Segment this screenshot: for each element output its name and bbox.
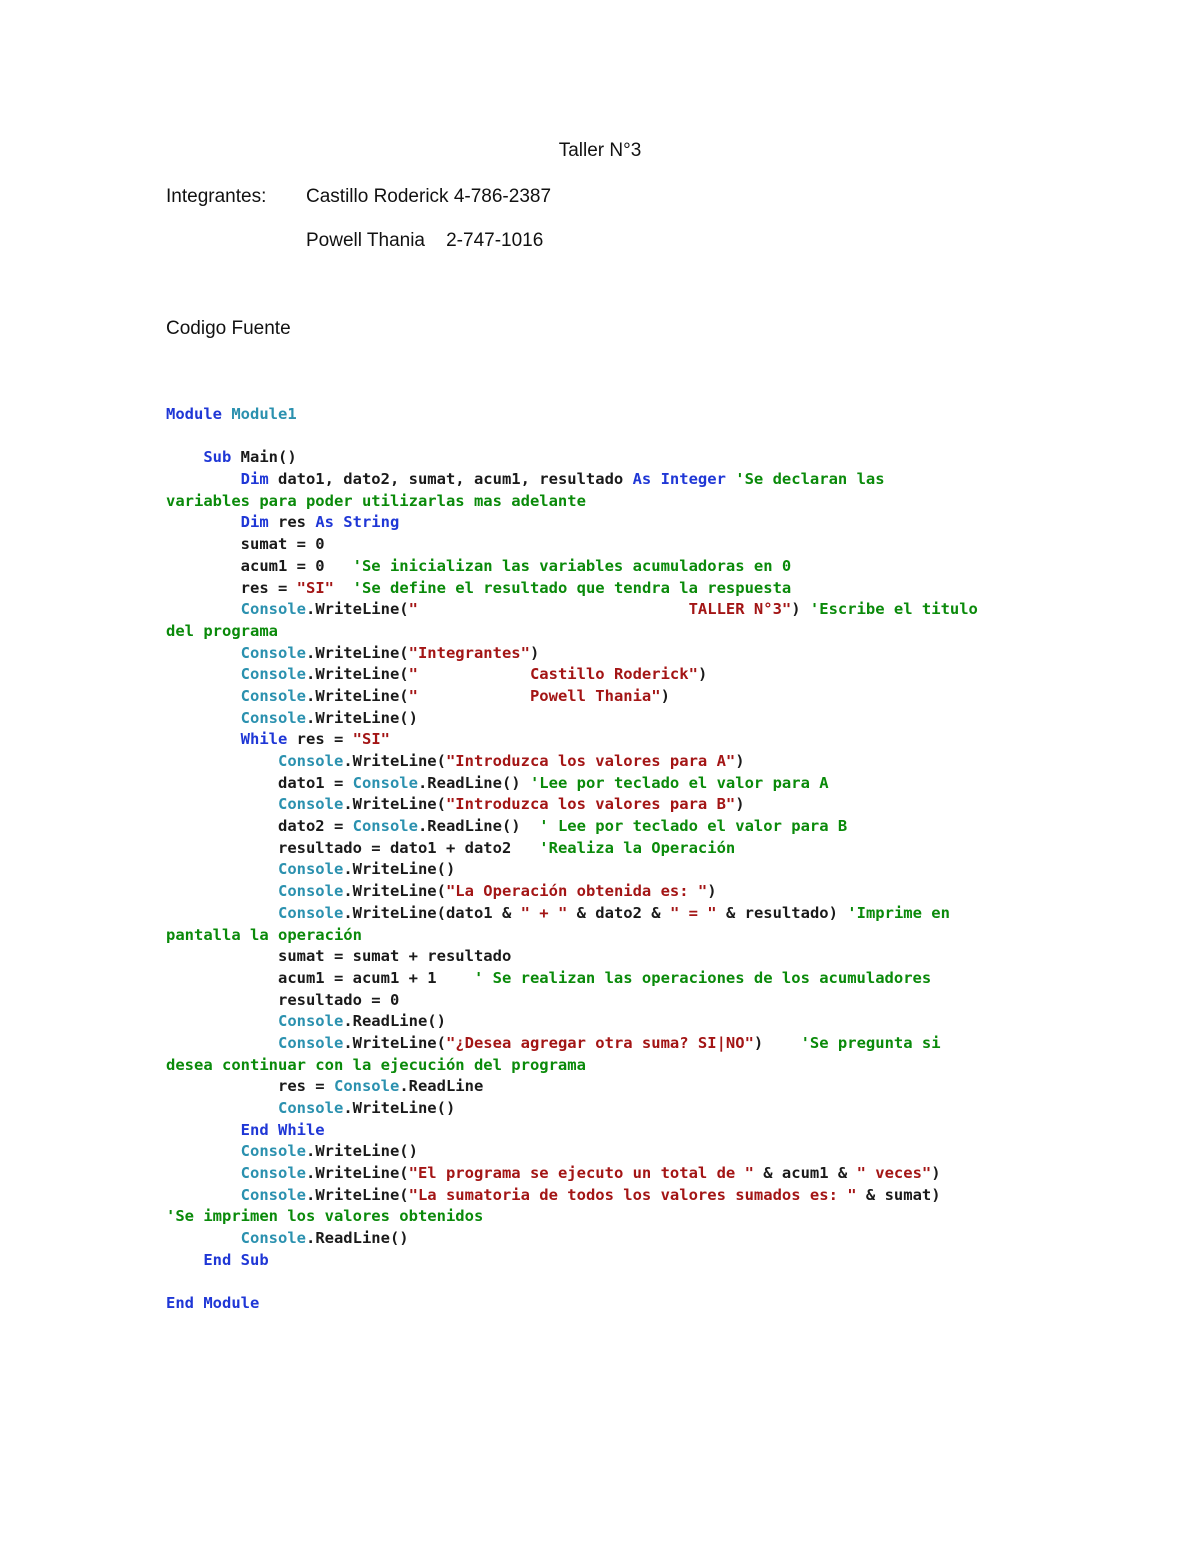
code-token-tx	[166, 1034, 278, 1052]
code-token-tx: Main()	[240, 448, 297, 467]
member-name: Castillo Roderick 4-786-2387	[306, 186, 552, 207]
code-token-tx	[166, 1186, 241, 1204]
section-heading: Codigo Fuente	[166, 318, 291, 339]
code-token-tx	[166, 1164, 241, 1182]
code-token-st: "¿Desea agregar otra suma? SI|NO"	[445, 1033, 754, 1052]
code-token-tx	[166, 600, 241, 618]
code-line	[166, 621, 1046, 643]
code-line	[166, 556, 1046, 578]
code-token-tx: sumat = sumat + resultado	[166, 947, 512, 966]
code-token-tx: .WriteLine(	[343, 1033, 446, 1052]
code-line	[166, 1141, 1046, 1163]
code-token-tx: .WriteLine(	[343, 752, 446, 770]
code-token-tx: dato1 =	[166, 773, 353, 792]
code-line	[166, 1163, 1046, 1185]
code-token-tx: sumat = 0	[166, 535, 325, 554]
code-token-tx: )	[529, 643, 540, 662]
code-line	[166, 1293, 1046, 1315]
code-line	[166, 925, 1046, 947]
code-token-ty: Console	[240, 708, 306, 727]
code-token-ty: Console	[240, 643, 306, 662]
code-token-ty: Module1	[231, 405, 297, 423]
code-line	[166, 881, 1046, 903]
code-token-kw: End Module	[166, 1294, 260, 1313]
code-token-tx: acum1 = 0	[166, 556, 353, 575]
code-line	[166, 664, 1046, 686]
code-line	[166, 990, 1046, 1012]
code-line	[166, 1055, 1046, 1077]
code-line	[166, 751, 1046, 773]
code-token-ty: Console	[352, 773, 418, 792]
code-line	[166, 1076, 1046, 1098]
code-token-tx: acum1 = acum1 + 1	[166, 968, 474, 987]
code-token-st: " veces"	[856, 1164, 932, 1183]
members-row-2	[166, 230, 551, 274]
code-token-tx: dato2 =	[166, 817, 353, 836]
code-line	[166, 686, 1046, 708]
code-token-kw: As String	[315, 513, 400, 532]
code-token-cm: ' Lee por teclado el valor para B	[539, 817, 848, 836]
code-token-tx: & dato2 &	[567, 903, 670, 922]
code-token-tx	[166, 1229, 241, 1247]
code-token-tx: )	[707, 882, 717, 901]
code-token-ty: Console	[240, 665, 306, 684]
code-token-tx: .ReadLine	[399, 1077, 484, 1096]
code-token-tx	[166, 795, 278, 813]
code-token-tx	[166, 470, 241, 488]
code-token-tx: .WriteLine(	[305, 600, 409, 619]
code-line	[166, 1185, 1046, 1207]
code-line	[166, 1120, 1046, 1142]
code-line	[166, 469, 1046, 491]
code-token-st: " TALLER N°3"	[408, 600, 792, 619]
code-token-st: "La Operación obtenida es: "	[445, 882, 708, 901]
code-token-tx	[166, 665, 241, 683]
code-line	[166, 773, 1046, 795]
code-token-kw: Dim	[240, 470, 278, 489]
code-token-cm: 'Imprime en	[847, 903, 950, 922]
code-token-ty: Console	[240, 600, 306, 619]
code-token-tx	[166, 1099, 278, 1117]
code-token-tx	[166, 1121, 241, 1139]
code-token-tx: res =	[166, 578, 297, 597]
code-line	[166, 512, 1046, 534]
code-line	[166, 859, 1046, 881]
code-token-kw: Module	[166, 405, 232, 423]
code-token-tx: dato1, dato2, sumat, acum1, resultado	[277, 470, 633, 489]
code-token-ty: Console	[240, 1185, 306, 1204]
code-token-cm: 'Se imprimen los valores obtenidos	[166, 1207, 484, 1226]
code-line	[166, 534, 1046, 556]
code-line	[166, 946, 1046, 968]
code-token-tx: .WriteLine()	[343, 860, 456, 879]
code-token-tx	[334, 579, 353, 597]
code-token-ty: Console	[240, 1142, 306, 1161]
code-token-kw: Sub	[203, 448, 241, 467]
code-token-tx: )	[660, 686, 670, 705]
members-block	[166, 186, 551, 274]
code-line	[166, 708, 1046, 730]
code-line	[166, 643, 1046, 665]
code-token-tx	[166, 752, 278, 770]
code-token-tx	[166, 644, 241, 662]
code-token-tx: )	[735, 752, 745, 770]
code-token-st: "SI"	[296, 578, 334, 597]
code-token-st: "Integrantes"	[408, 643, 530, 662]
code-line	[166, 447, 1046, 469]
code-token-ty: Console	[277, 752, 344, 770]
code-token-ty: Console	[277, 1012, 344, 1031]
code-line	[166, 599, 1046, 621]
code-token-tx: .WriteLine()	[305, 708, 418, 727]
code-token-cm: 'Escribe el titulo	[809, 600, 978, 619]
code-token-ty: Console	[352, 817, 418, 836]
code-token-cm: 'Se pregunta si	[800, 1033, 941, 1052]
code-token-ty: Console	[277, 882, 344, 901]
code-token-cm: 'Se define el resultado que tendra la respuesta	[352, 578, 792, 597]
code-token-tx	[166, 730, 241, 748]
code-token-ty: Console	[240, 1164, 306, 1183]
code-line	[166, 794, 1046, 816]
code-token-kw: As Integer	[632, 470, 736, 489]
code-token-tx: .WriteLine(	[305, 643, 409, 662]
code-token-tx: .WriteLine(	[305, 686, 409, 705]
code-token-ty: Console	[277, 903, 344, 922]
code-token-tx: .ReadLine()	[305, 1229, 409, 1248]
code-token-tx	[166, 904, 278, 922]
code-token-tx: )	[791, 600, 810, 619]
code-token-tx: .WriteLine(	[343, 795, 446, 814]
code-line	[166, 491, 1046, 513]
code-token-tx	[166, 687, 241, 705]
code-line	[166, 1206, 1046, 1228]
code-token-st: "Introduzca los valores para A"	[445, 752, 736, 770]
code-line	[166, 816, 1046, 838]
code-token-ty: Console	[277, 795, 344, 814]
document-title: Taller N°3	[558, 140, 642, 161]
code-token-ty: Console	[277, 1033, 344, 1052]
code-token-st: "La sumatoria de todos los valores sumados es: "	[408, 1185, 857, 1204]
code-token-tx	[166, 709, 241, 727]
code-line	[166, 1098, 1046, 1120]
code-line	[166, 838, 1046, 860]
code-token-ty: Console	[240, 686, 306, 705]
members-label: Integrantes:	[166, 186, 267, 207]
member-name: Powell Thania 2-747-1016	[306, 230, 544, 251]
code-line	[166, 968, 1046, 990]
code-token-tx: .WriteLine(	[343, 882, 446, 901]
code-token-tx	[166, 1251, 203, 1269]
code-line	[166, 729, 1046, 751]
code-line	[166, 578, 1046, 600]
code-token-st: "Introduzca los valores para B"	[445, 795, 736, 814]
code-token-st: " Powell Thania"	[408, 686, 661, 705]
code-token-tx: & resultado)	[716, 903, 848, 922]
code-token-tx: res =	[296, 730, 353, 749]
code-token-tx: .WriteLine(	[305, 1185, 409, 1204]
code-token-tx: .ReadLine()	[417, 817, 540, 836]
code-token-kw: End While	[240, 1120, 325, 1139]
code-line	[166, 903, 1046, 925]
code-token-st: "SI"	[352, 730, 390, 749]
code-line	[166, 1272, 1046, 1294]
code-token-tx: )	[735, 795, 745, 814]
code-line	[166, 1033, 1046, 1055]
code-line	[166, 1011, 1046, 1033]
code-token-cm: del programa	[166, 621, 278, 640]
code-token-st: "El programa se ejecuto un total de "	[408, 1164, 754, 1183]
code-token-tx: & acum1 &	[753, 1164, 857, 1183]
code-token-tx: )	[697, 665, 708, 684]
code-token-tx: .ReadLine()	[417, 773, 530, 792]
code-token-tx	[166, 513, 241, 531]
code-line	[166, 404, 1046, 426]
code-token-tx: res =	[166, 1077, 334, 1096]
code-token-tx: .WriteLine(dato1 &	[343, 903, 521, 922]
code-token-tx: .WriteLine(	[305, 1164, 409, 1183]
code-token-tx: .ReadLine()	[343, 1012, 446, 1031]
code-token-tx: resultado = 0	[166, 990, 400, 1009]
code-token-tx: )	[931, 1164, 941, 1183]
code-token-cm: 'Lee por teclado el valor para A	[529, 773, 829, 792]
code-token-cm: 'Se inicializan las variables acumuladoras en 0	[352, 556, 792, 575]
code-token-ty: Console	[277, 1099, 344, 1117]
code-token-tx: .WriteLine()	[305, 1142, 418, 1161]
code-line	[166, 426, 1046, 448]
members-label-spacer	[166, 230, 306, 274]
code-token-tx: resultado = dato1 + dato2	[166, 838, 540, 857]
code-token-st: " Castillo Roderick"	[408, 665, 698, 684]
members-row-1	[166, 186, 551, 230]
code-token-tx	[166, 448, 203, 466]
code-token-ty: Console	[277, 860, 344, 879]
code-token-tx: & sumat)	[856, 1185, 941, 1204]
code-token-tx: .WriteLine()	[343, 1099, 456, 1117]
code-token-tx	[166, 860, 278, 878]
code-token-tx	[166, 1142, 241, 1160]
code-token-tx: res	[277, 513, 316, 532]
code-line	[166, 1228, 1046, 1250]
code-token-st: " + "	[520, 903, 568, 922]
code-token-ty: Console	[333, 1077, 400, 1096]
code-token-kw: While	[240, 730, 297, 749]
code-token-cm: variables para poder utilizarlas mas adelante	[166, 491, 586, 510]
code-token-tx: )	[753, 1033, 801, 1052]
code-token-kw: Dim	[240, 513, 278, 532]
code-token-cm: desea continuar con la ejecución del programa	[166, 1055, 586, 1074]
code-line	[166, 1250, 1046, 1272]
code-token-cm: ' Se realizan las operaciones de los acumuladores	[473, 968, 932, 987]
code-token-cm: 'Se declaran las	[735, 470, 885, 489]
code-token-kw: End Sub	[203, 1250, 269, 1269]
code-token-ty: Console	[240, 1229, 306, 1248]
code-token-st: " = "	[669, 903, 717, 922]
code-token-cm: 'Realiza la Operación	[539, 838, 736, 857]
code-token-tx	[166, 1012, 278, 1030]
code-token-tx: .WriteLine(	[305, 665, 409, 684]
source-code-block	[166, 404, 1046, 1315]
code-token-cm: pantalla la operación	[166, 925, 362, 944]
code-token-tx	[166, 882, 278, 900]
